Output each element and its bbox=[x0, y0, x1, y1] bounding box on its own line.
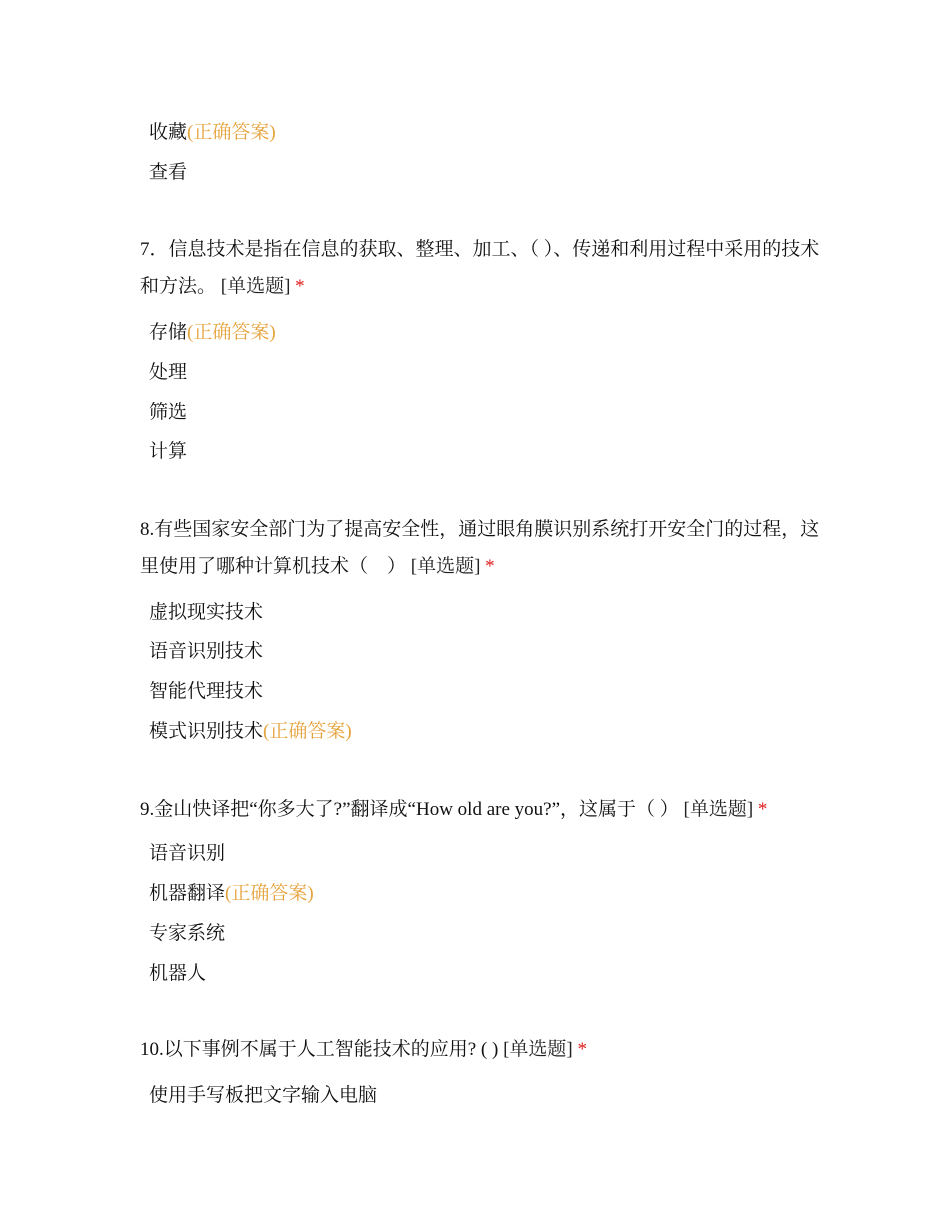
question-8 bbox=[140, 511, 820, 585]
correct-answer-label: (正确答案) bbox=[225, 883, 314, 904]
required-mark: * bbox=[757, 799, 768, 820]
question-7 bbox=[140, 231, 820, 305]
option-text: 语音识别 bbox=[149, 843, 226, 864]
option-prev-2[interactable] bbox=[149, 160, 187, 186]
option-text: 智能代理技术 bbox=[149, 681, 264, 702]
option-text: 处理 bbox=[149, 362, 188, 383]
option-text: 模式识别技术 bbox=[149, 721, 264, 742]
question-type-label: [单选题] bbox=[220, 276, 291, 297]
q10-option-1[interactable] bbox=[149, 1083, 377, 1109]
option-text: 专家系统 bbox=[149, 923, 226, 944]
correct-answer-label: (正确答案) bbox=[263, 721, 352, 742]
required-mark: * bbox=[485, 556, 495, 577]
q7-option-1[interactable] bbox=[149, 320, 276, 346]
option-text: 筛选 bbox=[149, 402, 188, 423]
option-text: 语音识别技术 bbox=[149, 641, 264, 662]
q9-option-1[interactable] bbox=[149, 841, 225, 867]
q9-option-3[interactable] bbox=[149, 921, 225, 947]
question-9 bbox=[140, 791, 820, 828]
option-text: 虚拟现实技术 bbox=[149, 602, 264, 623]
question-10 bbox=[140, 1031, 820, 1068]
q8-option-1[interactable] bbox=[149, 600, 263, 626]
correct-answer-label: (正确答案) bbox=[187, 122, 276, 143]
q8-option-2[interactable] bbox=[149, 639, 263, 665]
q9-option-4[interactable] bbox=[149, 961, 206, 987]
q9-option-2[interactable] bbox=[149, 881, 314, 907]
q7-option-2[interactable] bbox=[149, 360, 187, 386]
question-text: 8.有些国家安全部门为了提高安全性，通过眼角膜识别系统打开安全门的过程，这里使用了哪种计算机技术（ ） bbox=[140, 519, 820, 577]
option-prev-1[interactable] bbox=[149, 120, 276, 146]
question-text: 9.金山快译把“你多大了?”翻译成“How old are you?”，这属于（ ） bbox=[140, 799, 679, 820]
required-mark: * bbox=[295, 276, 305, 297]
option-text: 机器人 bbox=[149, 963, 207, 984]
q8-option-3[interactable] bbox=[149, 679, 263, 705]
q7-option-3[interactable] bbox=[149, 400, 187, 426]
correct-answer-label: (正确答案) bbox=[187, 322, 276, 343]
question-type-label: [单选题] bbox=[503, 1039, 573, 1060]
required-mark: * bbox=[577, 1039, 587, 1060]
question-type-label: [单选题] bbox=[410, 556, 481, 577]
option-text: 计算 bbox=[149, 441, 188, 462]
question-type-label: [单选题] bbox=[683, 799, 754, 820]
q7-option-4[interactable] bbox=[149, 439, 187, 465]
option-text: 机器翻译 bbox=[149, 883, 226, 904]
question-text: 10.以下事例不属于人工智能技术的应用? ( ) bbox=[140, 1039, 499, 1060]
q8-option-4[interactable] bbox=[149, 719, 352, 745]
option-text: 使用手写板把文字输入电脑 bbox=[149, 1085, 378, 1106]
option-text: 存储 bbox=[149, 322, 188, 343]
option-text: 收藏 bbox=[149, 122, 188, 143]
question-text: 7．信息技术是指在信息的获取、整理、加工、（ ）、传递和利用过程中采用的技术和方法。 bbox=[140, 239, 820, 297]
option-text: 查看 bbox=[149, 162, 188, 183]
